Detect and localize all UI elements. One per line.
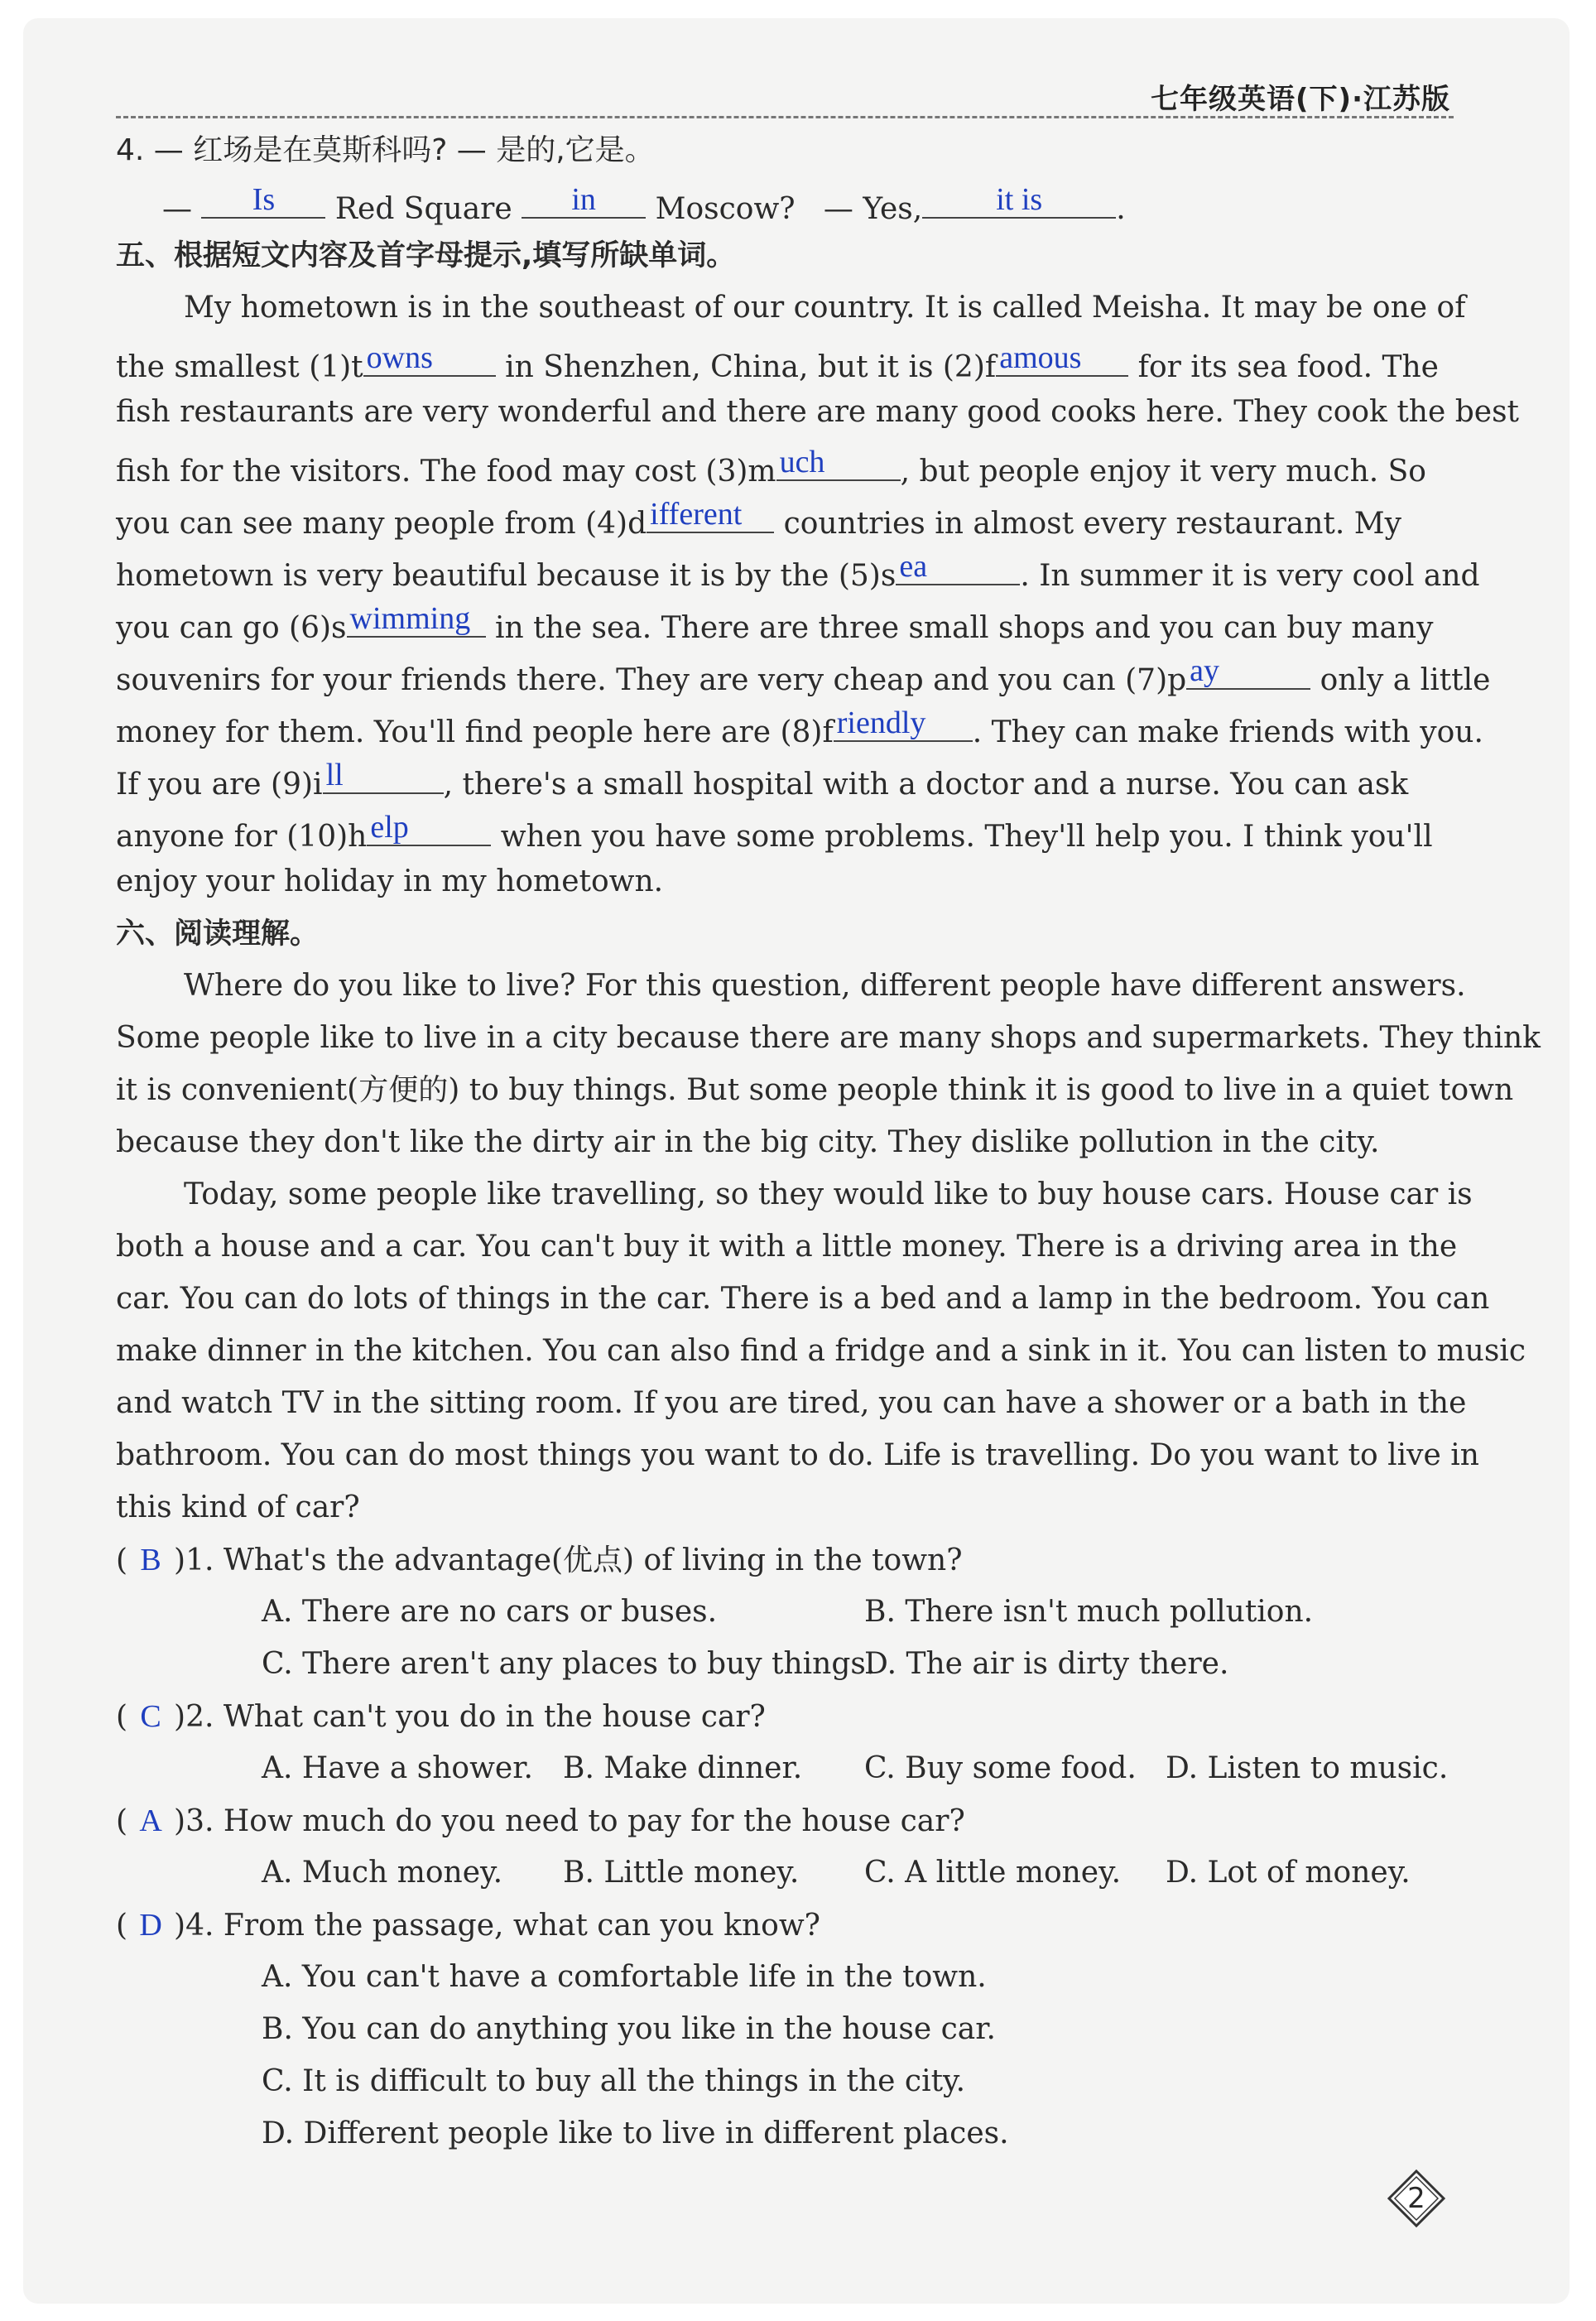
s6-line-9: and watch TV in the sitting room. If you are tired, you can have a shower or a bath in the	[116, 1386, 1467, 1420]
blank-8[interactable]	[834, 707, 973, 742]
mcq-2-option-c[interactable]: C. Buy some food.	[864, 1751, 1137, 1785]
section5-title: 五、根据短文内容及首字母提示,填写所缺单词。	[116, 239, 736, 272]
s5-line-7	[116, 603, 1457, 647]
blank-5-answer: ea	[899, 549, 928, 584]
s5-line-3	[116, 394, 1520, 431]
mcq-4-option-b[interactable]: B. You can do anything you like in the house car.	[262, 2012, 996, 2046]
q4-moscow: Moscow?	[655, 192, 796, 226]
blank-10-answer: elp	[370, 810, 409, 845]
s5-line-4	[116, 446, 1457, 490]
s5-text: , but people enjoy it very much. So	[900, 455, 1426, 489]
blank-6[interactable]	[347, 603, 486, 638]
s5-text: enjoy your holiday in my hometown.	[116, 864, 664, 898]
s5-line-9	[116, 705, 1483, 751]
s5-text: hometown is very beautiful because it is by the (5)s	[116, 559, 897, 593]
mcq-3	[116, 1803, 1457, 1840]
mcq-2-stem: What can't you do in the house car?	[223, 1700, 766, 1734]
q4-blank-3-answer: it is	[996, 182, 1043, 217]
mcq-2-answer[interactable]: C	[140, 1699, 161, 1734]
s5-text: fish restaurants are very wonderful and there are many good cooks here. They cook the best	[116, 395, 1520, 429]
book-title-header: 七年级英语(下)·江苏版	[1151, 83, 1450, 116]
s5-text: countries in almost every restaurant. My	[774, 507, 1401, 541]
paren-open: (	[116, 1909, 128, 1943]
mcq-4-option-c[interactable]: C. It is difficult to buy all the things in the city.	[262, 2064, 966, 2098]
q4-blank-2-answer: in	[571, 182, 596, 217]
mcq-3-number: )3.	[174, 1804, 214, 1838]
q4-blank-3[interactable]	[922, 184, 1116, 219]
s5-text: only a little	[1310, 663, 1491, 697]
blank-10[interactable]	[367, 811, 491, 846]
blank-2[interactable]	[996, 342, 1128, 377]
q4-answer-line	[162, 184, 1503, 228]
mcq-1-option-c[interactable]: C. There aren't any places to buy things.	[262, 1647, 876, 1681]
blank-4[interactable]	[647, 498, 774, 533]
s5-text: for its sea food. The	[1128, 350, 1439, 384]
s6-line-3: it is convenient(方便的) to buy things. But some people think it is good to live in a quiet town	[116, 1073, 1514, 1107]
q4-blank-1[interactable]	[201, 184, 325, 219]
q4-prompt: 4. — 红场是在莫斯科吗? — 是的,它是。	[116, 133, 655, 167]
blank-5[interactable]	[896, 551, 1020, 585]
s5-text: the smallest (1)t	[116, 350, 363, 384]
mcq-2-option-b[interactable]: B. Make dinner.	[563, 1751, 803, 1785]
s5-text: . In summer it is very cool and	[1020, 559, 1480, 593]
paren-open: (	[116, 1700, 128, 1734]
s6-line-2: Some people like to live in a city because there are many shops and supermarkets. They think	[116, 1021, 1541, 1055]
s5-line-6	[116, 549, 1480, 595]
mcq-3-option-b[interactable]: B. Little money.	[563, 1856, 800, 1890]
mcq-1-stem: What's the advantage(优点) of living in the town?	[223, 1543, 963, 1577]
s5-text: If you are (9)i	[116, 768, 323, 802]
s6-line-4: because they don't like the dirty air in the big city. They dislike pollution in the city.	[116, 1125, 1380, 1159]
mcq-4	[116, 1907, 1457, 1944]
header-divider	[116, 116, 1454, 118]
mcq-4-option-a[interactable]: A. You can't have a comfortable life in the town.	[262, 1960, 987, 1994]
s5-line-10	[116, 759, 1457, 803]
s5-line-1	[184, 290, 1466, 326]
q4-blank-1-answer: Is	[252, 182, 276, 217]
mcq-3-stem: How much do you need to pay for the house car?	[223, 1804, 965, 1838]
mcq-2-options-row	[262, 1750, 1596, 1787]
paren-open: (	[116, 1543, 128, 1577]
mcq-3-option-a[interactable]: A. Much money.	[262, 1856, 503, 1890]
s5-line-11	[116, 811, 1457, 855]
page-number: 2	[1407, 2182, 1425, 2215]
s5-text: you can see many people from (4)d	[116, 507, 647, 541]
mcq-3-option-c[interactable]: C. A little money.	[864, 1856, 1122, 1890]
mcq-1-option-b[interactable]: B. There isn't much pollution.	[864, 1595, 1314, 1629]
mcq-4-number: )4.	[174, 1909, 214, 1943]
blank-3[interactable]	[776, 446, 901, 481]
s6-line-1: Where do you like to live? For this question, different people have different answers.	[184, 969, 1466, 1003]
mcq-3-option-d[interactable]: D. Lot of money.	[1166, 1856, 1411, 1890]
s5-text: in the sea. There are three small shops and you can buy many	[485, 611, 1434, 645]
s6-line-11: this kind of car?	[116, 1490, 360, 1524]
q4-red-square: Red Square	[334, 192, 512, 226]
s6-line-5: Today, some people like travelling, so they would like to buy house cars. House car is	[184, 1177, 1473, 1211]
s5-text: . They can make friends with you.	[972, 715, 1483, 749]
blank-4-answer: ifferent	[650, 497, 743, 532]
blank-8-answer: riendly	[836, 705, 926, 740]
blank-2-answer: amous	[999, 340, 1082, 375]
s5-text: souvenirs for your friends there. They are very cheap and you can (7)p	[116, 663, 1187, 697]
mcq-2-option-a[interactable]: A. Have a shower.	[262, 1751, 533, 1785]
mcq-1	[116, 1542, 1457, 1579]
mcq-4-option-d[interactable]: D. Different people like to live in different places.	[262, 2116, 1009, 2150]
mcq-3-options-row	[262, 1855, 1596, 1891]
mcq-2-number: )2.	[174, 1700, 214, 1734]
s5-line-2	[116, 342, 1457, 386]
s5-text: you can go (6)s	[116, 611, 347, 645]
s6-line-8: make dinner in the kitchen. You can also find a fridge and a sink in it. You can listen to music	[116, 1334, 1526, 1368]
s5-text: money for them. You'll find people here are (8)f	[116, 715, 834, 749]
s6-line-10: bathroom. You can do most things you want to do. Life is travelling. Do you want to live in	[116, 1438, 1479, 1472]
page-number-badge	[1387, 2169, 1445, 2227]
q4-period: .	[1116, 192, 1126, 226]
blank-1-answer: owns	[366, 340, 433, 375]
blank-9-answer: ll	[325, 758, 344, 792]
s5-text: in Shenzhen, China, but it is (2)f	[495, 350, 997, 384]
mcq-1-number: )1.	[174, 1543, 214, 1577]
s5-line-8	[116, 653, 1491, 699]
section6-title: 六、阅读理解。	[116, 917, 320, 951]
s5-text: anyone for (10)h	[116, 820, 368, 854]
mcq-1-answer[interactable]: B	[140, 1543, 161, 1577]
mcq-4-stem: From the passage, what can you know?	[223, 1909, 820, 1943]
mcq-1-option-d[interactable]: D. The air is dirty there.	[864, 1647, 1229, 1681]
s5-line-12	[116, 864, 1457, 900]
mcq-4-answer[interactable]: D	[139, 1908, 162, 1943]
s6-line-6: both a house and a car. You can't buy it with a little money. There is a driving area in the	[116, 1230, 1458, 1264]
q4-dash: —	[162, 192, 192, 226]
blank-1[interactable]	[363, 342, 496, 377]
s5-text: My hometown is in the southeast of our country. It is called Meisha. It may be one of	[184, 291, 1466, 325]
blank-7-answer: ay	[1190, 653, 1220, 688]
s5-line-5	[116, 498, 1457, 542]
blank-9[interactable]	[323, 759, 444, 794]
blank-3-answer: uch	[779, 445, 825, 479]
mcq-2	[116, 1698, 1457, 1736]
s5-text: , there's a small hospital with a doctor and a nurse. You can ask	[443, 768, 1409, 802]
paren-open: (	[116, 1804, 128, 1838]
mcq-1-options-row-2	[262, 1646, 1596, 1683]
blank-7[interactable]	[1186, 655, 1310, 690]
mcq-1-option-a[interactable]: A. There are no cars or buses.	[262, 1595, 718, 1629]
q4-blank-2[interactable]	[522, 184, 646, 219]
q4-yes: — Yes,	[823, 192, 923, 226]
mcq-1-options-row-1	[262, 1594, 1596, 1630]
s6-line-7: car. You can do lots of things in the car. There is a bed and a lamp in the bedroom. You can	[116, 1282, 1490, 1316]
s5-text: when you have some problems. They'll help you. I think you'll	[491, 820, 1433, 854]
mcq-2-option-d[interactable]: D. Listen to music.	[1166, 1751, 1449, 1785]
blank-6-answer: wimming	[349, 601, 471, 636]
mcq-3-answer[interactable]: A	[139, 1803, 162, 1838]
s5-text: fish for the visitors. The food may cost (3)m	[116, 455, 776, 489]
